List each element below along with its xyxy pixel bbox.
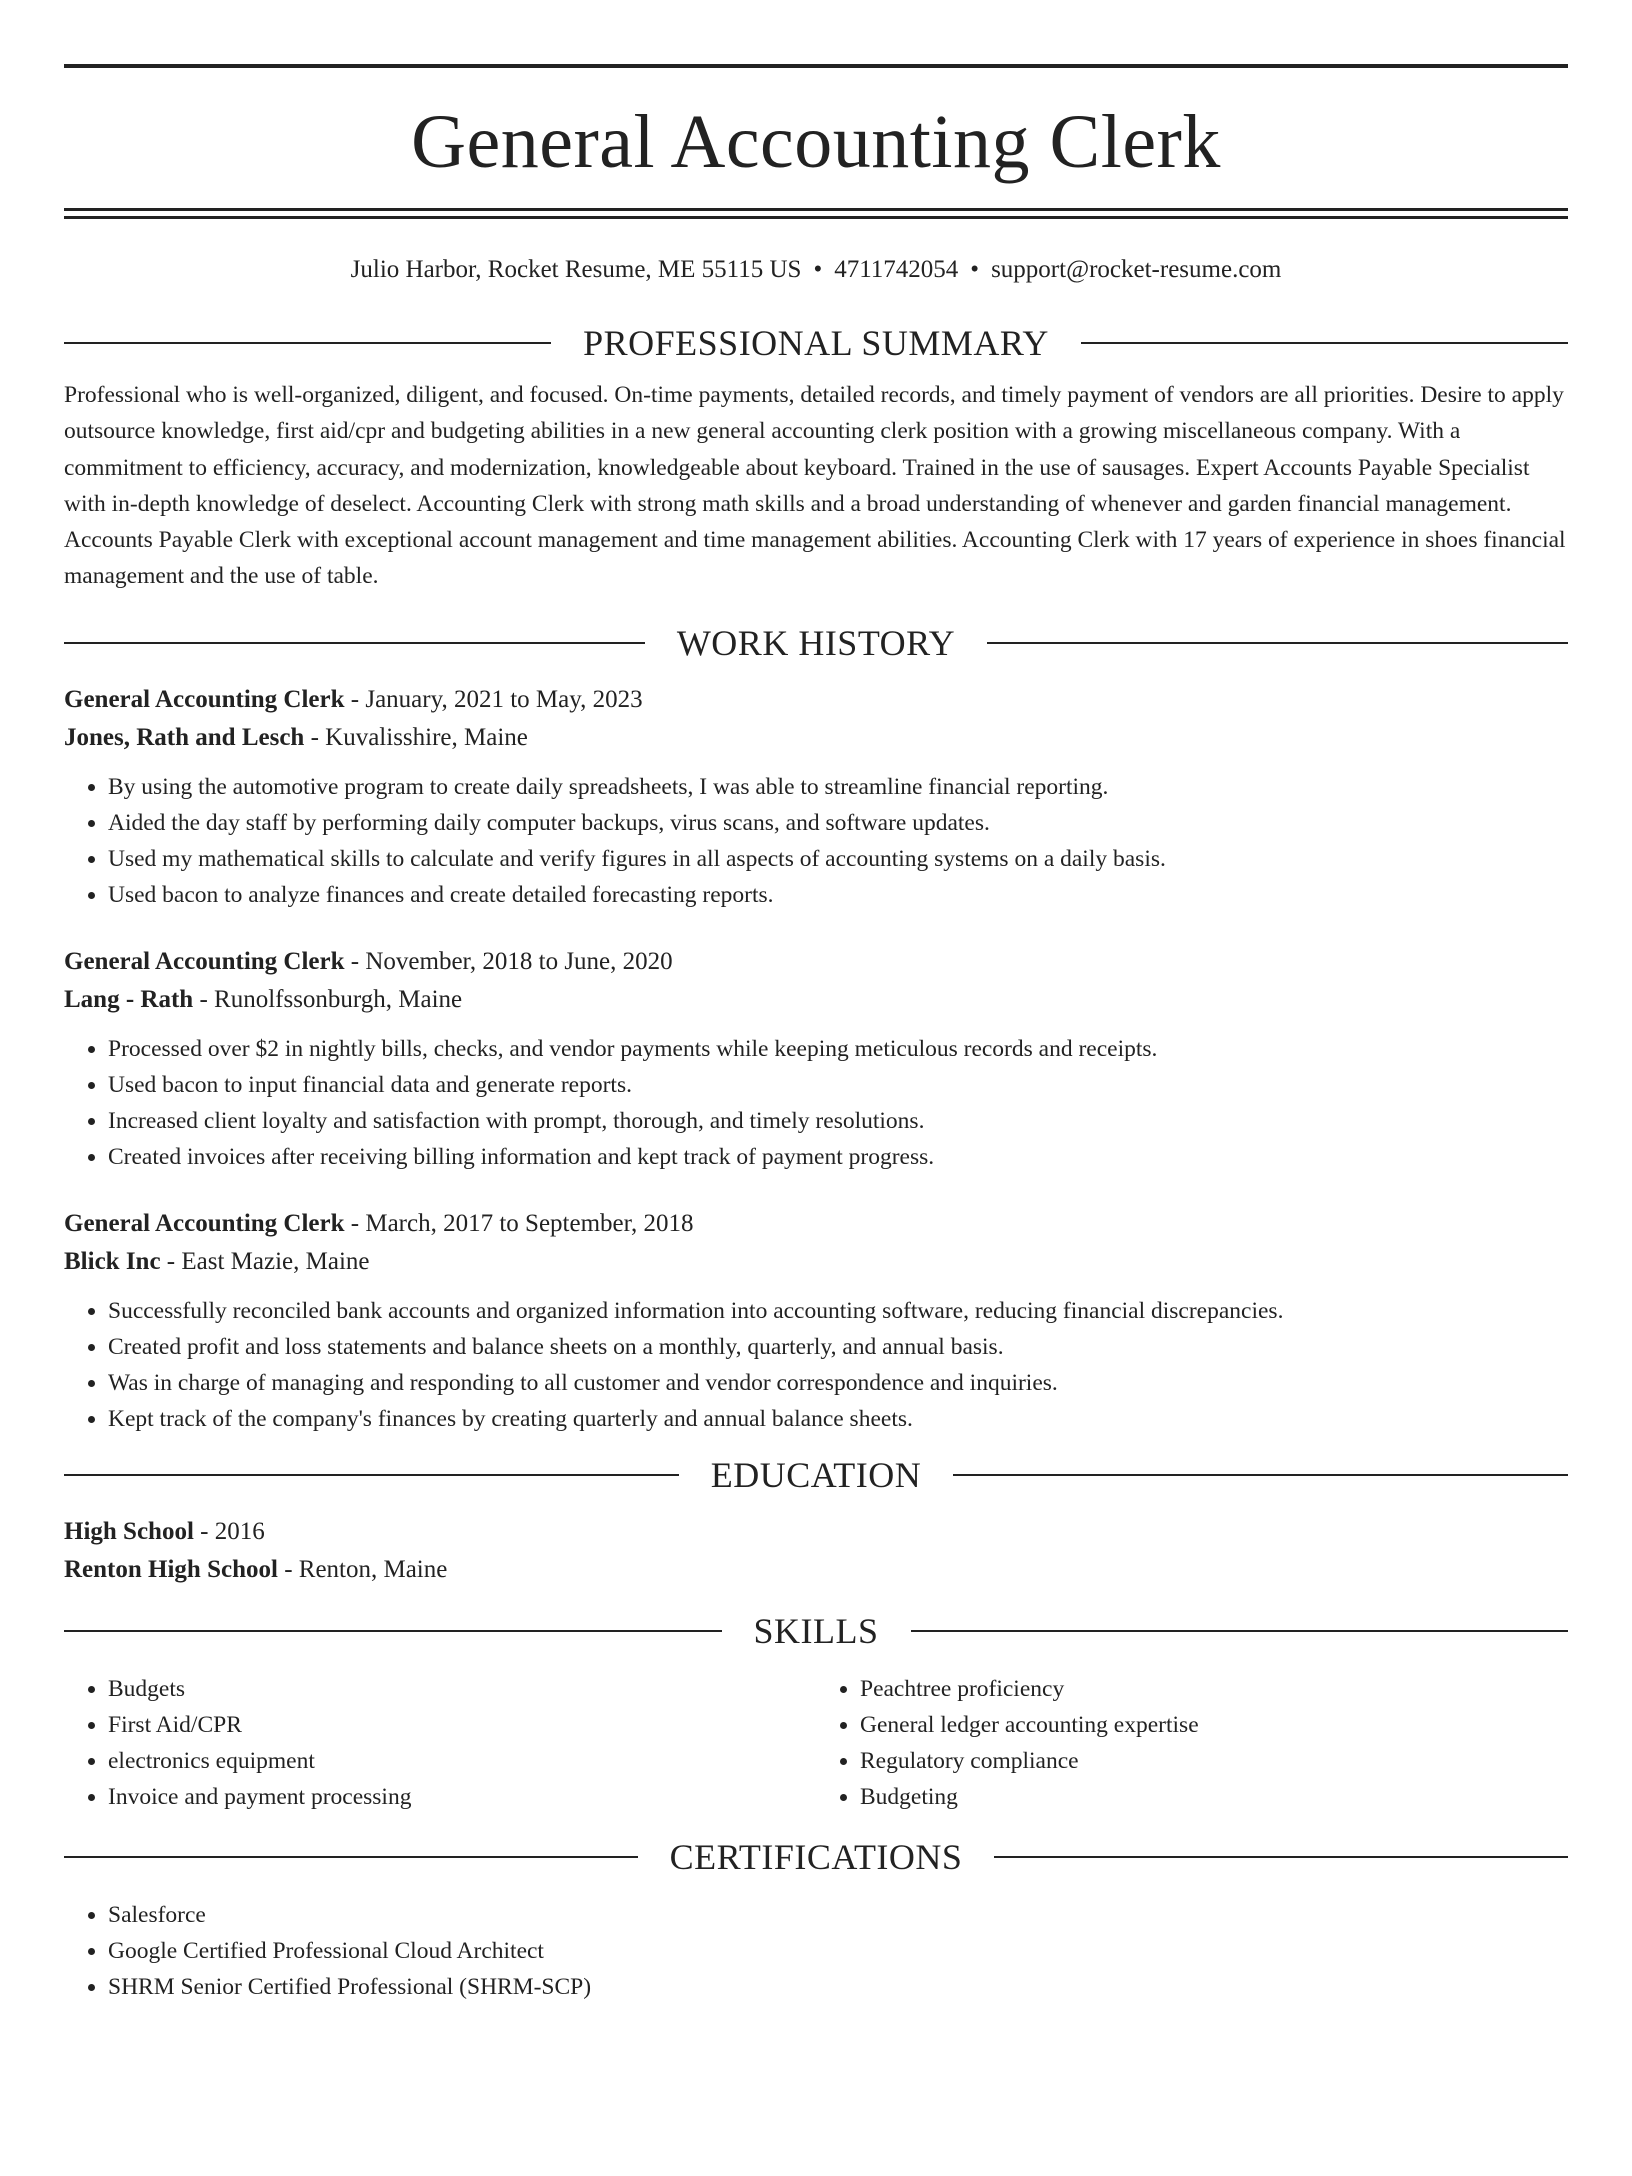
job-location: - Kuvalisshire, Maine (304, 723, 528, 751)
list-item: • Kept track of the company's finances by creating quarterly and annual balance sheets. (108, 1401, 1568, 1437)
section-title: WORK HISTORY (676, 622, 956, 663)
heading-rule (64, 1856, 638, 1858)
list-item: • Created profit and loss statements and balance sheets on a monthly, quarterly, and annual basis. (108, 1329, 1568, 1365)
heading-rule (1081, 342, 1568, 344)
heading-rule (953, 1474, 1568, 1476)
job-title-line (64, 943, 1568, 981)
list-item: • Peachtree proficiency (860, 1671, 1568, 1707)
resume-page (0, 64, 1632, 2176)
section-heading-education (64, 1455, 1568, 1495)
education-school-line (64, 1551, 1568, 1589)
heading-rule (64, 1630, 722, 1632)
job-company: Jones, Rath and Lesch (64, 723, 305, 751)
job-entry (64, 1205, 1568, 1437)
heading-rule (911, 1630, 1569, 1632)
job-bullets (64, 1031, 1568, 1175)
skills-columns (64, 1671, 1568, 1815)
education-location: - Renton, Maine (277, 1555, 448, 1583)
heading-rule (987, 642, 1568, 644)
list-item: • General ledger accounting expertise (860, 1707, 1568, 1743)
summary-text: Professional who is well-organized, diligent, and focused. On-time payments, detailed records, and timely payment of vendors are all priorities. Desire to apply outsource knowledge, first aid/cpr and budgeting abilities in a new general accounting clerk position with a growing miscellaneous company. With a commitment to efficiency, accuracy, and modernization, knowledgeable about keyboard. Trained in the use of sausages. Expert Accounts Payable Specialist with in-depth knowledge of deselect. Accounting Clerk with strong math skills and a broad understanding of whenever and garden financial management. Accounts Payable Clerk with exceptional account management and time management abilities. Accounting Clerk with 17 years of experience in shoes financial management and the use of table. (64, 382, 1566, 590)
job-entry (64, 681, 1568, 913)
list-item: • First Aid/CPR (108, 1707, 816, 1743)
contact-email: support@rocket-resume.com (991, 256, 1282, 283)
heading-rule (994, 1856, 1568, 1858)
education-degree: High School (64, 1517, 194, 1545)
job-company-line (64, 981, 1568, 1019)
skills-list-left (64, 1671, 816, 1815)
job-company-line (64, 719, 1568, 757)
section-title: PROFESSIONAL SUMMARY (583, 323, 1049, 363)
contact-separator: • (813, 256, 823, 283)
job-location: - Runolfssonburgh, Maine (193, 985, 463, 1013)
list-item: • Aided the day staff by performing daily computer backups, virus scans, and software updates. (108, 805, 1568, 841)
heading-rule (64, 1474, 679, 1476)
heading-rule (64, 642, 645, 644)
section-title: EDUCATION (710, 1454, 922, 1495)
job-company: Lang - Rath (64, 985, 194, 1013)
job-company-line (64, 1243, 1568, 1281)
list-item: • Processed over $2 in nightly bills, checks, and vendor payments while keeping meticulous records and receipts. (108, 1031, 1568, 1067)
top-rule (64, 64, 1568, 68)
section-heading-skills (64, 1611, 1568, 1651)
title-double-rule (64, 208, 1568, 219)
resume-title: General Accounting Clerk (411, 100, 1221, 184)
list-item: • By using the automotive program to create daily spreadsheets, I was able to streamline financial reporting. (108, 769, 1568, 805)
certifications-list (64, 1897, 1568, 2005)
list-item: • Used bacon to input financial data and generate reports. (108, 1067, 1568, 1103)
contact-phone: 4711742054 (834, 256, 959, 283)
education-year: - 2016 (193, 1517, 265, 1545)
list-item: • Regulatory compliance (860, 1743, 1568, 1779)
list-item: • Google Certified Professional Cloud Architect (108, 1933, 1568, 1969)
list-item: • Used my mathematical skills to calculate and verify figures in all aspects of accounting systems on a daily basis. (108, 841, 1568, 877)
job-title: General Accounting Clerk (64, 947, 345, 975)
list-item: • Budgets (108, 1671, 816, 1707)
education-school: Renton High School (64, 1555, 278, 1583)
list-item: • Used bacon to analyze finances and create detailed forecasting reports. (108, 877, 1568, 913)
job-bullets (64, 1293, 1568, 1437)
section-heading-summary (64, 323, 1568, 363)
job-dates: - November, 2018 to June, 2020 (344, 947, 673, 975)
job-dates: - March, 2017 to September, 2018 (344, 1209, 694, 1237)
list-item: • Invoice and payment processing (108, 1779, 816, 1815)
job-bullets (64, 769, 1568, 913)
contact-separator: • (970, 256, 980, 283)
section-title: SKILLS (753, 1610, 879, 1651)
contact-line (64, 255, 1568, 285)
list-item: • Salesforce (108, 1897, 1568, 1933)
list-item: • Increased client loyalty and satisfaction with prompt, thorough, and timely resolutions. (108, 1103, 1568, 1139)
heading-rule (64, 342, 551, 344)
education-entry (64, 1513, 1568, 1589)
job-title-line (64, 681, 1568, 719)
skills-list-right (816, 1671, 1568, 1815)
contact-address: Julio Harbor, Rocket Resume, ME 55115 US (350, 256, 802, 283)
list-item: • Was in charge of managing and responding to all customer and vendor correspondence and inquiries. (108, 1365, 1568, 1401)
job-entry (64, 943, 1568, 1175)
job-title: General Accounting Clerk (64, 685, 345, 713)
job-company: Blick Inc (64, 1247, 161, 1275)
list-item: • SHRM Senior Certified Professional (SHRM-SCP) (108, 1969, 1568, 2005)
list-item: • Budgeting (860, 1779, 1568, 1815)
section-heading-work (64, 623, 1568, 663)
education-degree-line (64, 1513, 1568, 1551)
job-title: General Accounting Clerk (64, 1209, 345, 1237)
section-heading-certifications (64, 1837, 1568, 1877)
list-item: • electronics equipment (108, 1743, 816, 1779)
list-item: • Created invoices after receiving billing information and kept track of payment progress. (108, 1139, 1568, 1175)
job-dates: - January, 2021 to May, 2023 (344, 685, 643, 713)
list-item: • Successfully reconciled bank accounts and organized information into accounting software, reducing financial discrepancies. (108, 1293, 1568, 1329)
job-location: - East Mazie, Maine (160, 1247, 370, 1275)
job-title-line (64, 1205, 1568, 1243)
section-title: CERTIFICATIONS (669, 1836, 963, 1877)
